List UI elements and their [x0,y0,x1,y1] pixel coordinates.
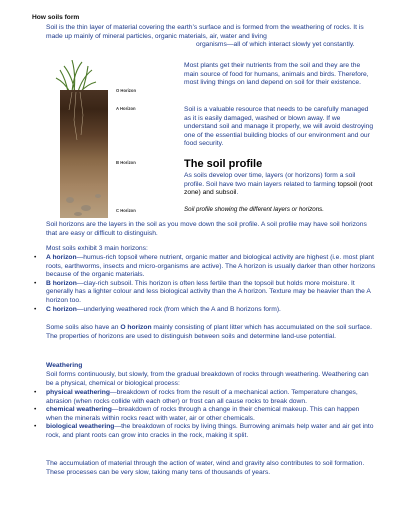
o-horizon-text-a: Some soils also have an [46,324,121,331]
weathering-intro: Soil forms continuously, but slowly, from the gradual breakdown of rocks through weathering. Weathering can be a physical, chemical or biological process: [46,371,369,387]
weathering-list [46,389,376,441]
weathering-list-wrap [46,389,376,441]
a-horizon-text: —humus-rich topsoil where nutrient, organic matter and biological activity are highest (i.e. most plant roots, earthworms, insects and micro-organisms are active). The A horizon is usually darker than other horizons because of the organic materials. [46,254,376,279]
o-horizon-paragraph [46,324,376,341]
soil-profile-paragraph [184,172,374,198]
list-item [46,280,376,306]
b-horizon-label: B Horizon [116,160,136,165]
list-item [46,423,376,440]
list-item [46,254,376,280]
profile-layers: topsoil (root zone) and subsoil [184,180,373,197]
horizons-list-wrap [46,254,376,314]
page-title: How soils form [32,14,80,21]
intro-line-3: organisms—all of which interact slowly yet constantly. [196,41,355,49]
list-item [46,389,376,406]
figure-caption: Soil profile showing the different layers or horizons. [184,206,324,213]
physical-text: —breakdown of rocks from the result of a mechanical action. Temperature changes, abrasion (when rocks collide with each other) or frost can all cause rocks to break down. [46,389,358,405]
soil-profile-heading: The soil profile [184,158,263,170]
horizons-lead: Most soils exhibit 3 main horizons: [46,245,148,252]
physical-term: physical weathering [46,389,110,396]
soil-profile-figure [52,60,167,220]
biological-term: biological weathering [46,423,115,431]
c-horizon-term: C horizon [46,305,77,313]
intro-line-2: of rocks. It is made up mainly of mineral particles, organic materials, air, water and living [46,24,364,40]
a-horizon-term: A horizon [46,254,77,261]
chemical-term: chemical weathering [46,406,112,414]
c-horizon-text: —underlying weathered rock (from which the A and B horizons form). [76,305,281,313]
c-horizon-label: C Horizon [116,208,136,213]
intro-paragraph [46,24,380,50]
a-horizon-label: A Horizon [116,106,136,111]
o-horizon-text-b: mainly consisting of plant litter which has accumulated on the soil surface. The properties of horizons are used to distinguish between soils and determine land-use potential. [46,324,373,340]
intro-line-1: Soil is the thin layer of material covering the earth’s surface and is formed from the weathering [46,24,325,31]
resource-paragraph: Soil is a valuable resource that needs to be carefully managed as it is easily damaged, washed or blown away. If we understand soil and manage it properly, we will avoid destroying one of the essential building blocks of our environment and our food security. [184,106,374,148]
profile-end: . [236,189,239,197]
weathering-heading: Weathering [46,362,83,369]
horizons-list [46,254,376,314]
o-horizon-term: O horizon [120,324,152,331]
closing-paragraph: The accumulation of material through the action of water, wind and gravity also contributes to soil formation. These processes can be very slow, taking many tens of thousands of years. [46,460,365,476]
list-item [46,406,376,423]
chemical-text: —breakdown of rocks through a change in their chemical makeup. This can happen when the minerals within rocks react with water, air or other chemicals. [46,406,360,422]
b-horizon-text: —clay-rich subsoil. This horizon is often less fertile than the topsoil but holds more moisture. It generally has a lighter colour and less biological activity than the A horizon. Texture may be heavier than the A horizon too. [46,279,371,304]
biological-text: —the breakdown of rocks by living things. Burrowing animals help water and air get into rock, and plant roots can grow into cracks in the rock, making it split. [46,423,374,439]
b-horizon-term: B horizon [46,279,77,287]
o-horizon-label: O Horizon [116,88,137,93]
profile-text: As soils develop over time, layers (or horizons) form a soil profile. Soil have two main layers related to farming [184,172,356,188]
horizons-intro: Soil horizons are the layers in the soil as you move down the soil profile. A soil profile may have soil horizons that are easy or difficult to distinguish. [46,221,367,237]
list-item [46,306,376,315]
nutrients-paragraph: Most plants get their nutrients from the soil and they are the main source of food for humans, animals and birds. Therefore, most living things on land depend on soil for their existence. [184,62,369,87]
soil-profile-illustration [52,60,167,220]
